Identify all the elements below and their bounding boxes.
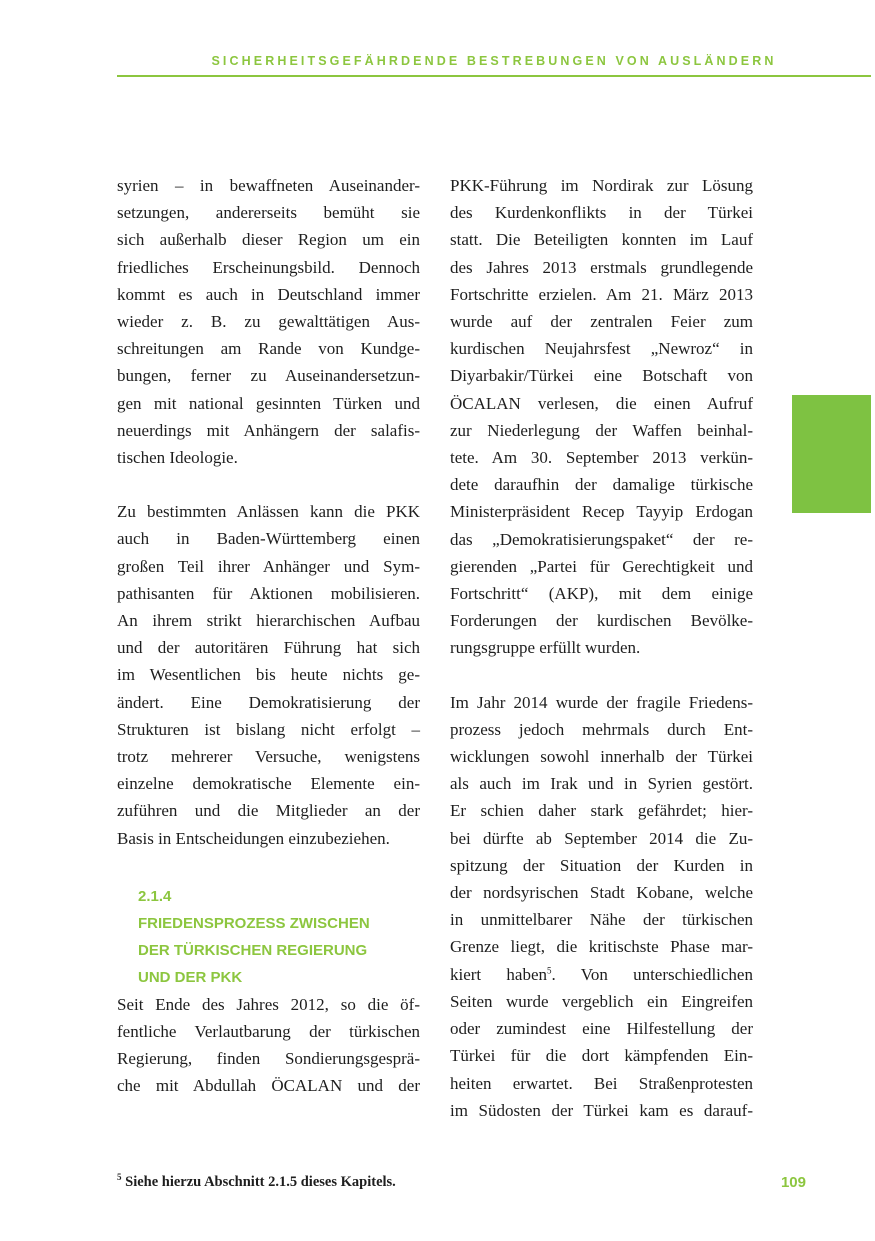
text-line: des Jahres 2013 erstmals grundlegende [450, 257, 753, 277]
text-line: schreitungen am Rande von Kundge- [117, 339, 420, 359]
page-number: 109 [780, 1174, 806, 1191]
text-line: kommt es auch in Deutschland immer [117, 284, 420, 304]
text-line: Strukturen ist bislang nicht erfolgt – [117, 719, 420, 739]
text-line: An ihrem strikt hierarchischen Aufbau [117, 611, 420, 631]
text-line: großen Teil ihrer Anhänger und Sym- [117, 556, 420, 576]
text-line: bei dürfte ab September 2014 die Zu- [450, 828, 753, 848]
text-line: wicklungen sowohl innerhalb der Türkei [450, 747, 753, 767]
text-line: Er schien daher stark gefährdet; hier- [450, 801, 753, 821]
paragraph [117, 172, 420, 471]
text-line: Forderungen der kurdischen Bevölke- [450, 611, 753, 631]
text-line: das „Demokratisierungspaket“ der re- [450, 529, 753, 549]
text-line: gierenden „Partei für Gerechtigkeit und [450, 556, 753, 576]
text-line: prozess jedoch mehrmals durch Ent- [450, 719, 753, 739]
text-line: auch in Baden-Württemberg einen [117, 529, 420, 549]
text-line: der nordsyrischen Stadt Kobane, welche [450, 883, 753, 903]
text-line: Ministerpräsident Recep Tayyip Erdogan [450, 502, 753, 522]
text-line: im Wesentlichen bis heute nichts ge- [117, 665, 420, 685]
footnote-marker: 5 [117, 1172, 122, 1183]
paragraph [117, 498, 420, 852]
text-line: spitzung der Situation der Kurden in [450, 855, 753, 875]
text-line: im Südosten der Türkei kam es darauf- [450, 1100, 753, 1120]
text-line: einzelne demokratische Elemente ein- [117, 774, 420, 794]
text-line: Zu bestimmten Anlässen kann die PKK [117, 502, 420, 522]
text-line: ÖCALAN verlesen, die einen Aufruf [450, 393, 753, 413]
text-line: rungsgruppe erfüllt wurden. [450, 638, 641, 658]
text-line: gen mit national gesinnten Türken und [117, 393, 420, 413]
text-line: oder zumindest eine Hilfestellung der [450, 1019, 753, 1039]
text-line: bungen, ferner zu Auseinandersetzun- [117, 366, 420, 386]
text-fragment: . Von unterschiedlichen [551, 964, 753, 984]
section-number: 2.1.4 [138, 887, 172, 905]
text-line: setzungen, andererseits bemüht sie [117, 203, 420, 223]
text-line: pathisanten für Aktionen mobilisieren. [117, 583, 420, 603]
section-title-line: DER TÜRKISCHEN REGIERUNG [138, 941, 368, 959]
text-line: kurdischen Neujahrsfest „Newroz“ in [450, 339, 753, 359]
text-line: heiten erwartet. Bei Straßenprotesten [450, 1073, 753, 1093]
footnote-reference: 5 [547, 965, 552, 976]
chapter-thumb-tab [792, 395, 871, 513]
paragraph [450, 172, 753, 662]
text-line: Fortschritte erzielen. Am 21. März 2013 [450, 284, 753, 304]
text-line: neuerdings mit Anhängern der salafis- [117, 420, 420, 440]
text-line [450, 961, 753, 988]
text-line: zur Niederlegung der Waffen beinhal- [450, 420, 753, 440]
footnote-text: Siehe hierzu Abschnitt 2.1.5 dieses Kapitels. [121, 1174, 396, 1190]
text-line: syrien – in bewaffneten Auseinander- [117, 176, 420, 195]
text-line: friedliches Erscheinungsbild. Dennoch [117, 257, 420, 277]
text-line: trotz mehrerer Versuche, wenigstens [117, 747, 420, 767]
text-line: Grenze liegt, die kritischste Phase mar- [450, 937, 753, 957]
text-line: che mit Abdullah ÖCALAN und der [117, 1076, 420, 1096]
section-title-line: UND DER PKK [138, 968, 243, 986]
text-fragment: kiert haben [450, 964, 548, 984]
text-line: als auch im Irak und in Syrien gestört. [450, 774, 753, 794]
running-header-title: SICHERHEITSGEFÄHRDENDE BESTREBUNGEN VON AUSLÄNDERN [211, 54, 777, 68]
text-line: zuführen und die Mitglieder an der [117, 801, 420, 821]
text-line: in unmittelbarer Nähe der türkischen [450, 910, 753, 930]
text-line: Seiten wurde vergeblich ein Eingreifen [450, 991, 753, 1011]
text-line: Im Jahr 2014 wurde der fragile Friedens- [450, 692, 753, 712]
paragraph [117, 991, 420, 1100]
text-line: wurde auf der zentralen Feier zum [450, 312, 753, 332]
footnote [117, 1174, 396, 1191]
text-line: tete. Am 30. September 2013 verkün- [450, 448, 753, 468]
paragraph [450, 689, 753, 1124]
text-line: Diyarbakir/Türkei eine Botschaft von [450, 366, 753, 386]
section-title-line: FRIEDENSPROZESS ZWISCHEN [138, 914, 370, 932]
text-line: wieder z. B. zu gewalttätigen Aus- [117, 312, 420, 332]
left-column [117, 172, 420, 1100]
text-line: des Kurdenkonflikts in der Türkei [450, 203, 753, 223]
text-line: ändert. Eine Demokratisierung der [117, 692, 420, 712]
right-column [450, 172, 753, 1124]
text-line: Seit Ende des Jahres 2012, so die öf- [117, 994, 420, 1014]
text-line: dete daraufhin der damalige türkische [450, 475, 753, 495]
text-line: Basis in Entscheidungen einzubeziehen. [117, 828, 390, 848]
text-line: Fortschritt“ (AKP), mit dem einige [450, 584, 753, 604]
text-line: und der autoritären Führung hat sich [117, 638, 420, 658]
text-line: PKK-Führung im Nordirak zur Lösung [450, 176, 753, 195]
text-line: sich außerhalb dieser Region um ein [117, 230, 420, 250]
text-line: tischen Ideologie. [117, 448, 238, 468]
text-line: Regierung, finden Sondierungsgesprä- [117, 1049, 420, 1069]
section-heading [117, 883, 420, 991]
text-line: statt. Die Beteiligten konnten im Lauf [450, 230, 753, 250]
header-rule [117, 75, 871, 77]
text-line: fentliche Verlautbarung der türkischen [117, 1022, 420, 1042]
text-line: Türkei für die dort kämpfenden Ein- [450, 1046, 753, 1066]
